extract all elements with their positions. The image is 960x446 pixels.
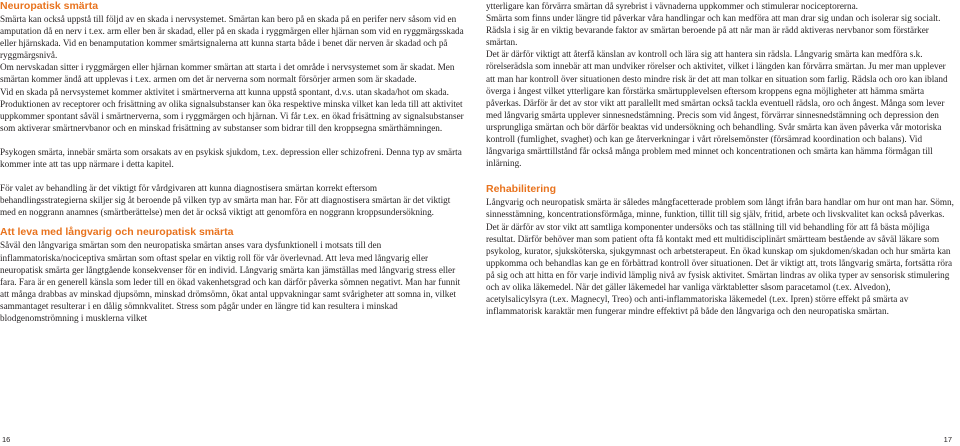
paragraph: För valet av behandling är det viktigt för vårdgivaren att kunna diagnostisera smärtan korrekt eftersom behandlingsstrategierna skiljer sig åt beroende på vilken typ av smärta man har. För att diagnostisera smärtan är det viktigt med en noggrann anamnes (smärtberättelse) men det är också viktigt att genomföra en noggrann kroppsundersökning. (0, 183, 451, 218)
section-heading-living-with-pain: Att leva med långvarig och neuropatisk smärta (0, 226, 234, 239)
left-column (0, 0, 466, 324)
paragraph: Psykogen smärta, innebär smärta som orsakats av en psykisk sjukdom, t.ex. depression eller schizofreni. Denna typ av smärta kommer inte att tas upp närmare i detta kapitel. (0, 146, 462, 170)
paragraph: Smärta som finns under längre tid påverkar våra handlingar och kan medföra att man drar sig undan och isolerar sig socialt. Rädsla i sig är en viktig bevarande faktor av smärtan beroende på att när man är rädd aktiveras nervbanor som förstärker smärtan. (486, 13, 941, 48)
paragraph: ytterligare kan förvärra smärtan då syrebrist i vävnaderna uppkommer och stimulerar nociceptorerna. (486, 1, 858, 11)
section-heading-rehabilitation: Rehabilitering (486, 183, 557, 196)
paragraph: Smärta kan också uppstå till följd av en skada i nervsystemet. Smärtan kan bero på en skada på en perifer nerv såsom vid en amputation då en nerv i t.ex. arm eller ben är skadad, eller på en skada i ryggmärgen eller hjärnan som vid en ryggmärgsskada eller hjärnskada. Vid en benamputation kommer smärtsignalerna att kunna starta både i benet där nerven är skadad och på ryggmärgsnivå. (0, 14, 464, 61)
paragraph: Vid en skada på nervsystemet kommer aktivitet i smärtnerverna att kunna uppstå spontant, d.v.s. utan skada/hot om skada. Produktionen av receptorer och frisättning av olika signalsubstanser kan öka respektive minska vilket kan leda till att aktivitet uppkommer spontant såväl i smärtnerverna, som i ryggmärgen och hjärnan. Vi får t.ex. en ökad frisättning av signalsubstanser som aktiverar smärtnervbanor och en minskad frisättning av substanser som bidrar till den kroppsegna smärthämningen. (0, 86, 464, 133)
spacer (486, 169, 954, 183)
paragraph: Om nervskadan sitter i ryggmärgen eller hjärnan kommer smärtan att starta i det område i nervsystemet som är skadat. Men smärtan kommer ändå att upplevas i t.ex. armen om det är nerverna som normalt försörjer armen som är skadade. (0, 62, 455, 85)
section-heading-neuropathic-pain: Neuropatisk smärta (0, 0, 99, 12)
spacer (0, 218, 466, 226)
spacer (0, 134, 466, 146)
paragraph: Långvarig och neuropatisk smärta är således mångfacetterade problem som långt ifrån bara handlar om hur ont man har. Sömn, sinnesstämning, koncentrationsförmåga, minne, funktion, tillit till sig själv, fritid, arbete och livskvalitet kan också påverkas. Det är därför av stor vikt att samtliga komponenter undersöks och tas ställning till vid behandling för att få bästa möjliga resultat. Därför behöver man som patient ofta få kontakt med ett multidisciplinärt smärtteam bestående av såväl läkare som psykolog, kurator, sjuksköterska, sjukgymnast och arbetsterapeut. En ökad kunskap om sjukdomen/skadan och hur smärta kan uppkomma och behandlas kan ge en förbättrad kontroll över situationen. Det är viktigt att, trots långvarig smärta, fortsätta röra på sig och att hitta en för varje individ lämplig nivå av fysisk aktivitet. Smärtan lindras av olika typer av sensorisk stimulering och av olika läkemedel. När det gäller läkemedel har vanliga värktabletter såsom paracetamol (t.ex. Alvedon), acetylsalicylsyra (t.ex. Magnecyl, Treo) och anti-inflammatoriska läkemedel (t.ex. Ipren) större effekt på smärta av inflammatorisk karaktär men fungerar mindre effektivt på både den långvariga och den neuropatiska smärtan. (486, 197, 954, 317)
paragraph: Såväl den långvariga smärtan som den neuropatiska smärtan anses vara dysfunktionell i motsats till den inflammatoriska/nociceptiva smärtan som oftast spelar en viktig roll för vår överlevnad. Att leva med långvarig eller neuropatisk smärta ger långtgående konsekvenser för en individ. Långvarig smärta kan jämställas med långvarig stress eller fara. Fara är en generell känsla som leder till en ökad vakenhetsgrad och kan därför påverka sömnen negativt. Man har funnit att många drabbas av minskad djupsömn, minskad drömsömn, ökat antal uppvakningar samt svårigheter att somna in, vilket sammantaget resulterar i en dålig sömnkvalitet. Stress som pågår under en längre tid kan resultera i minskad blodgenomströmning i musklerna vilket (0, 240, 461, 323)
page-number-left: 16 (2, 435, 11, 444)
spacer (0, 170, 466, 182)
page-number-right: 17 (943, 435, 952, 444)
paragraph: Det är därför viktigt att återfå känslan av kontroll och lära sig att hantera sin rädsla. Långvarig smärta kan medföra s.k. rörelserädsla som innebär att man undviker rörelser och aktivitet, vilket i längden kan förvärra smärtan. Ju mer man upplever att man har kontroll över situationen desto mindre risk är det att man tolkar en situation som farlig. Rädsla och oro kan ibland överga i ångest vilket ytterligare kan förstärka smärtupplevelsen eftersom kroppens egna möjligheter att hämma smärta påverkas. Därför är det av stor vikt att parallellt med smärtan också tackla eventuell rädsla, oro och ångest. Många som lever med långvarig smärta upplever sinnesnedstämning. Precis som vid ångest, förvärrar sinnesnedstämning och depression den ursprungliga smärtan och bör därför beaktas vid undersökning och behandling. Svår smärta kan även påverka vår motoriska kontroll (fumlighet, svaghet) och kan ge återverkningar i vårt rörelsemönster (försämrad koordination och balans). Vid långvariga smärttillstånd får också många problem med minnet och koncentrationen och smärta kan hämma förmågan till inlärning. (486, 49, 948, 169)
right-column (486, 0, 954, 317)
